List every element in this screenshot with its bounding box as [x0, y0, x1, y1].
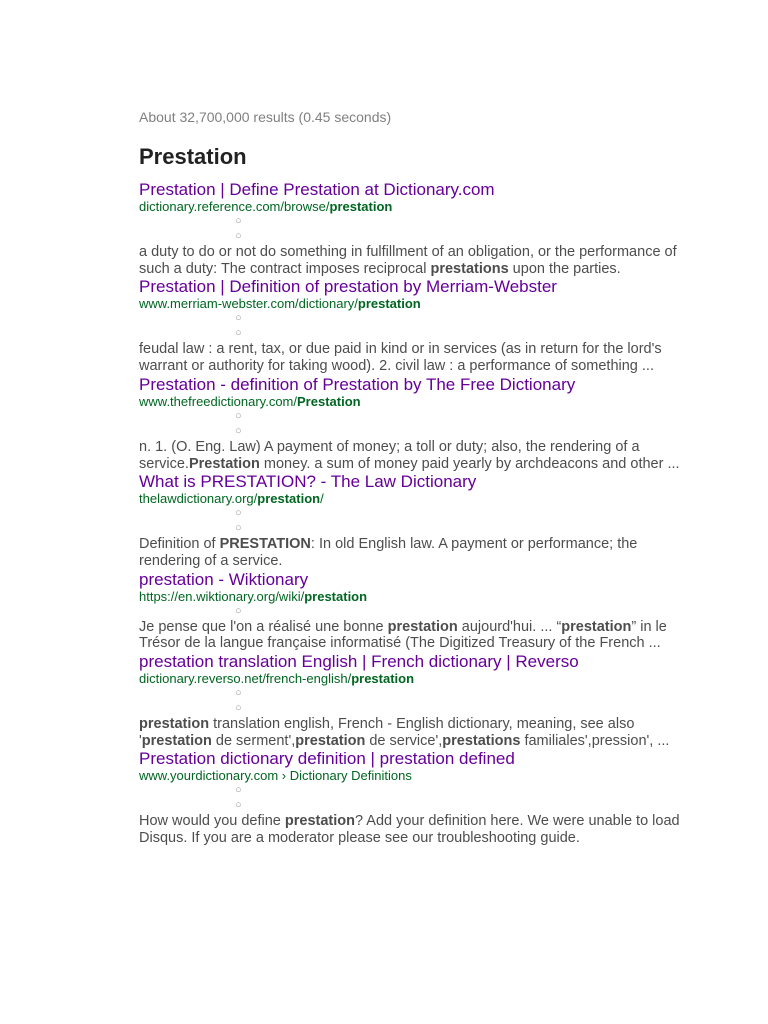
search-result — [139, 472, 691, 569]
result-title-link[interactable]: prestation translation English | French dictionary | Reverso — [139, 652, 579, 672]
snippet-text: : In old English law. A payment or performance; the rendering of a service. — [139, 536, 638, 569]
circle-bullet-icon: ○ — [235, 424, 242, 437]
result-url-part: www.merriam-webster.com/dictionary/ — [139, 296, 358, 312]
search-result — [139, 570, 691, 652]
circle-bullet-icon: ○ — [235, 687, 242, 700]
result-title-link[interactable]: Prestation - definition of Prestation by The Free Dictionary — [139, 374, 576, 394]
empty-sublist — [139, 783, 691, 813]
result-url — [139, 200, 691, 214]
result-snippet — [139, 439, 691, 472]
result-snippet — [139, 716, 691, 749]
empty-sublist — [139, 311, 691, 341]
result-snippet — [139, 341, 691, 374]
result-url-part: prestation — [357, 296, 421, 312]
circle-bullet-icon: ○ — [235, 409, 242, 422]
result-url-part: www.thefreedictionary.com/ — [139, 393, 297, 409]
result-url — [139, 395, 691, 409]
snippet-highlight: prestation — [284, 813, 355, 830]
snippet-highlight: prestation — [387, 618, 458, 635]
snippet-highlight: prestation — [141, 732, 212, 749]
results-list — [139, 180, 691, 847]
search-results-page — [139, 108, 691, 847]
query-heading: Prestation — [139, 144, 247, 169]
result-url-part: dictionary.reference.com/browse/ — [139, 199, 330, 214]
snippet-text: feudal law : a rent, tax, or due paid in kind or in services (as in return for the lord's warrant or authority for taking wood). 2. civil law : a performance of something ... — [139, 341, 662, 375]
snippet-text: ? Add your definition here. We were unable to load Disqus. If you are a moderator please see our troubleshooting guide. — [139, 813, 680, 847]
snippet-highlight: prestations — [442, 732, 521, 749]
result-url-part: prestation — [304, 588, 368, 604]
snippet-highlight: PRESTATION — [219, 536, 311, 553]
circle-bullet-icon: ○ — [235, 327, 242, 340]
snippet-text: Definition of — [139, 536, 220, 553]
circle-bullet-icon: ○ — [235, 312, 242, 325]
snippet-text: aujourd'hui. ... “ — [457, 618, 562, 635]
result-url — [139, 769, 691, 783]
result-url-part: prestation — [351, 671, 415, 687]
result-url-part: / — [320, 491, 324, 507]
snippet-text: upon the parties. — [508, 260, 621, 277]
snippet-text: de serment', — [211, 732, 296, 749]
empty-sublist — [139, 506, 691, 536]
result-snippet — [139, 813, 691, 846]
snippet-text: familiales',pression', ... — [520, 732, 670, 749]
search-result — [139, 749, 691, 846]
result-url-part: dictionary.reverso.net/french-english/ — [139, 671, 352, 687]
snippet-text: a duty to do or not do something in fulfillment of an obligation, or the performance of such a duty: The contract imposes reciprocal — [139, 244, 677, 277]
result-snippet — [139, 244, 691, 277]
snippet-highlight: prestation — [295, 732, 366, 749]
result-title-link[interactable]: Prestation dictionary definition | prestation defined — [139, 749, 515, 769]
circle-bullet-icon: ○ — [235, 522, 242, 535]
search-result — [139, 652, 691, 749]
empty-sublist — [139, 604, 691, 619]
result-title-link[interactable]: What is PRESTATION? - The Law Dictionary — [139, 472, 477, 492]
result-url — [139, 492, 691, 506]
empty-sublist — [139, 214, 691, 244]
circle-bullet-icon: ○ — [235, 784, 242, 797]
result-url-part: Prestation — [297, 393, 361, 409]
result-url-part: https://en.wiktionary.org/wiki/ — [139, 588, 305, 604]
result-title-link[interactable]: Prestation | Definition of prestation by Merriam-Webster — [139, 277, 557, 297]
empty-sublist — [139, 686, 691, 716]
search-result — [139, 277, 691, 374]
result-url — [139, 297, 691, 311]
snippet-text: How would you define — [139, 813, 285, 830]
snippet-highlight: prestations — [430, 260, 509, 277]
circle-bullet-icon: ○ — [235, 604, 242, 617]
circle-bullet-icon: ○ — [235, 215, 242, 227]
circle-bullet-icon: ○ — [235, 230, 242, 242]
result-stats: About 32,700,000 results (0.45 seconds) — [139, 109, 392, 125]
snippet-text: de service', — [365, 732, 443, 749]
result-url — [139, 672, 691, 686]
empty-sublist — [139, 409, 691, 439]
search-result — [139, 180, 691, 277]
snippet-text: n. 1. (O. Eng. Law) A payment of money; a toll or duty; also, the rendering of a service. — [139, 438, 640, 472]
circle-bullet-icon: ○ — [235, 799, 242, 812]
circle-bullet-icon: ○ — [235, 507, 242, 520]
snippet-text: translation english, French - English dictionary, meaning, see also ' — [139, 716, 635, 749]
result-url-part: prestation — [257, 491, 321, 507]
snippet-highlight: prestation — [561, 618, 632, 635]
result-url-part: prestation — [329, 199, 393, 214]
snippet-highlight: prestation — [139, 716, 210, 733]
result-url-part: thelawdictionary.org/ — [139, 491, 258, 507]
snippet-text: Je pense que l'on a réalisé une bonne — [139, 618, 388, 635]
snippet-text: ” in le Trésor de la langue française informatisé (The Digitized Treasury of the French ... — [139, 618, 667, 652]
search-result — [139, 375, 691, 472]
snippet-text: money. a sum of money paid yearly by archdeacons and other ... — [259, 455, 680, 472]
result-snippet — [139, 536, 691, 569]
circle-bullet-icon: ○ — [235, 702, 242, 715]
result-url — [139, 590, 691, 604]
result-title-link[interactable]: prestation - Wiktionary — [139, 569, 309, 589]
result-snippet — [139, 619, 691, 652]
result-url-part: www.yourdictionary.com › Dictionary Definitions — [139, 768, 412, 784]
snippet-highlight: Prestation — [188, 455, 260, 472]
result-title-link[interactable]: Prestation | Define Prestation at Dictionary.com — [139, 180, 495, 199]
